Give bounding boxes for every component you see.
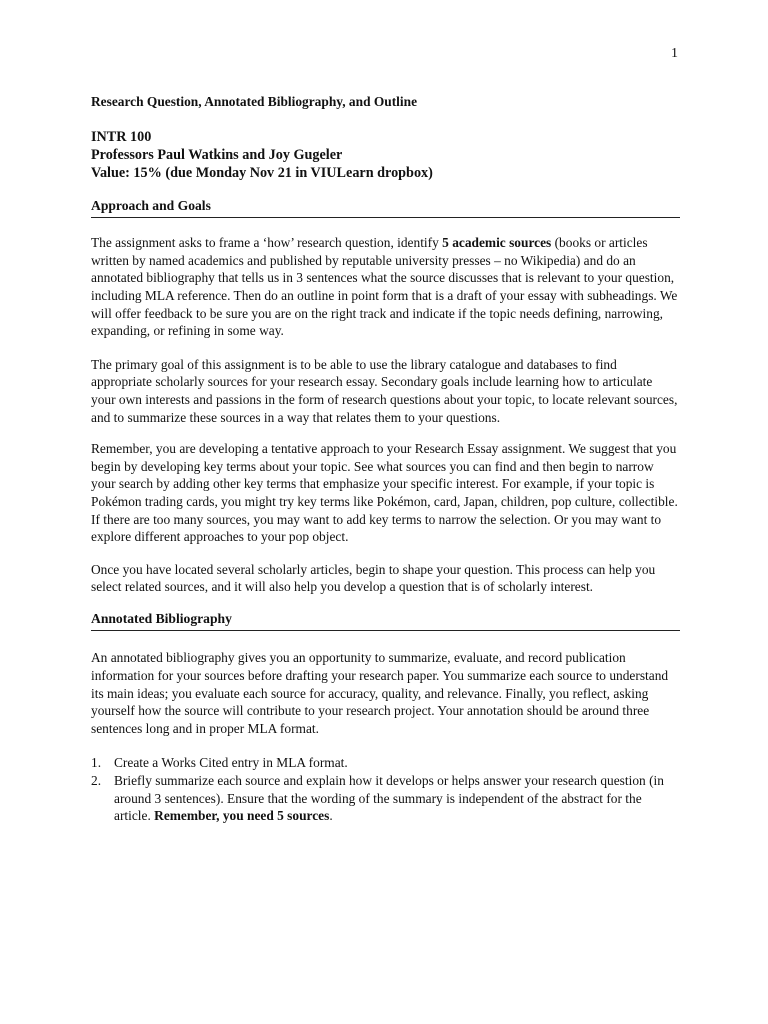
course-info bbox=[91, 128, 680, 182]
document-title: Research Question, Annotated Bibliography, and Outline bbox=[91, 94, 418, 109]
document-body bbox=[91, 93, 680, 825]
approach-p1-before: The assignment asks to frame a ‘how’ research question, identify bbox=[91, 235, 443, 251]
page-number: 1 bbox=[671, 46, 678, 61]
course-professors: Professors Paul Watkins and Joy Gugeler bbox=[91, 146, 343, 163]
list-item-number: 2. bbox=[91, 773, 102, 789]
list-item-bold-text: Remember, you need 5 sources bbox=[154, 808, 330, 824]
approach-paragraph-3: Remember, you are developing a tentative approach to your Research Essay assignment. We suggest that you begin by developing key terms about your topic. See what sources you can find and then begin to narrow your search by adding other key terms that emphasize your specific interest. For example, if your topic is Pokémon trading cards, you might try key terms like Pokémon, card, Japan, children, pop culture, collectible. If there are too many sources, you may want to add key terms to narrow the selection. Or you may want to explore different approaches to your pop object. bbox=[91, 441, 678, 545]
course-code: INTR 100 bbox=[91, 128, 152, 145]
section-heading-approach: Approach and Goals bbox=[91, 197, 680, 219]
list-item bbox=[91, 754, 680, 772]
annotated-steps-list bbox=[91, 754, 680, 824]
approach-paragraph-4: Once you have located several scholarly articles, begin to shape your question. This process can help you select related sources, and it will also help you develop a question that is of scholarly interest. bbox=[91, 561, 656, 595]
approach-p1-after: (books or articles written by named academics and published by reputable university presses – no Wikipedia) and do an annotated bibliography that tells us in 3 sentences what the source discusses that is relevant to your question, including MLA reference. Then do an outline in point form that is a draft of your essay with subheadings. We will offer feedback to be sure you are on the right track and indicate if the topic needs defining, narrowing, expanding, or refining in some way. bbox=[91, 235, 678, 339]
list-item-after-text: . bbox=[329, 808, 333, 824]
course-value: Value: 15% (due Monday Nov 21 in VIULearn dropbox) bbox=[91, 164, 433, 181]
approach-paragraph-2: The primary goal of this assignment is to be able to use the library catalogue and databases to find appropriate scholarly sources for your research essay. Secondary goals include learning how to articulate your own interests and passions in the form of research questions about your topic, to locate relevant sources, and to summarize these sources in a way that relates them to your questions. bbox=[91, 356, 678, 425]
list-item-number: 1. bbox=[91, 755, 102, 771]
approach-p1-bold: 5 academic sources bbox=[442, 235, 552, 251]
list-item bbox=[91, 772, 680, 825]
section-heading-annotated-bibliography: Annotated Bibliography bbox=[91, 610, 680, 632]
list-item-text: Briefly summarize each source and explain how it develops or helps answer your research question (in around 3 sentences). Ensure that the wording of the summary is independent of the abstract for the article. bbox=[114, 773, 664, 824]
approach-paragraph-1 bbox=[91, 234, 680, 340]
list-item-text: Create a Works Cited entry in MLA format. bbox=[114, 755, 348, 771]
annotated-paragraph-1: An annotated bibliography gives you an opportunity to summarize, evaluate, and record publication information for your sources before drafting your research paper. You summarize each source to understand its main ideas; you evaluate each source for accuracy, quality, and relevance. Finally, you reflect, asking yourself how the source will contribute to your research project. Your annotation should be around three sentences long and in proper MLA format. bbox=[91, 650, 669, 736]
